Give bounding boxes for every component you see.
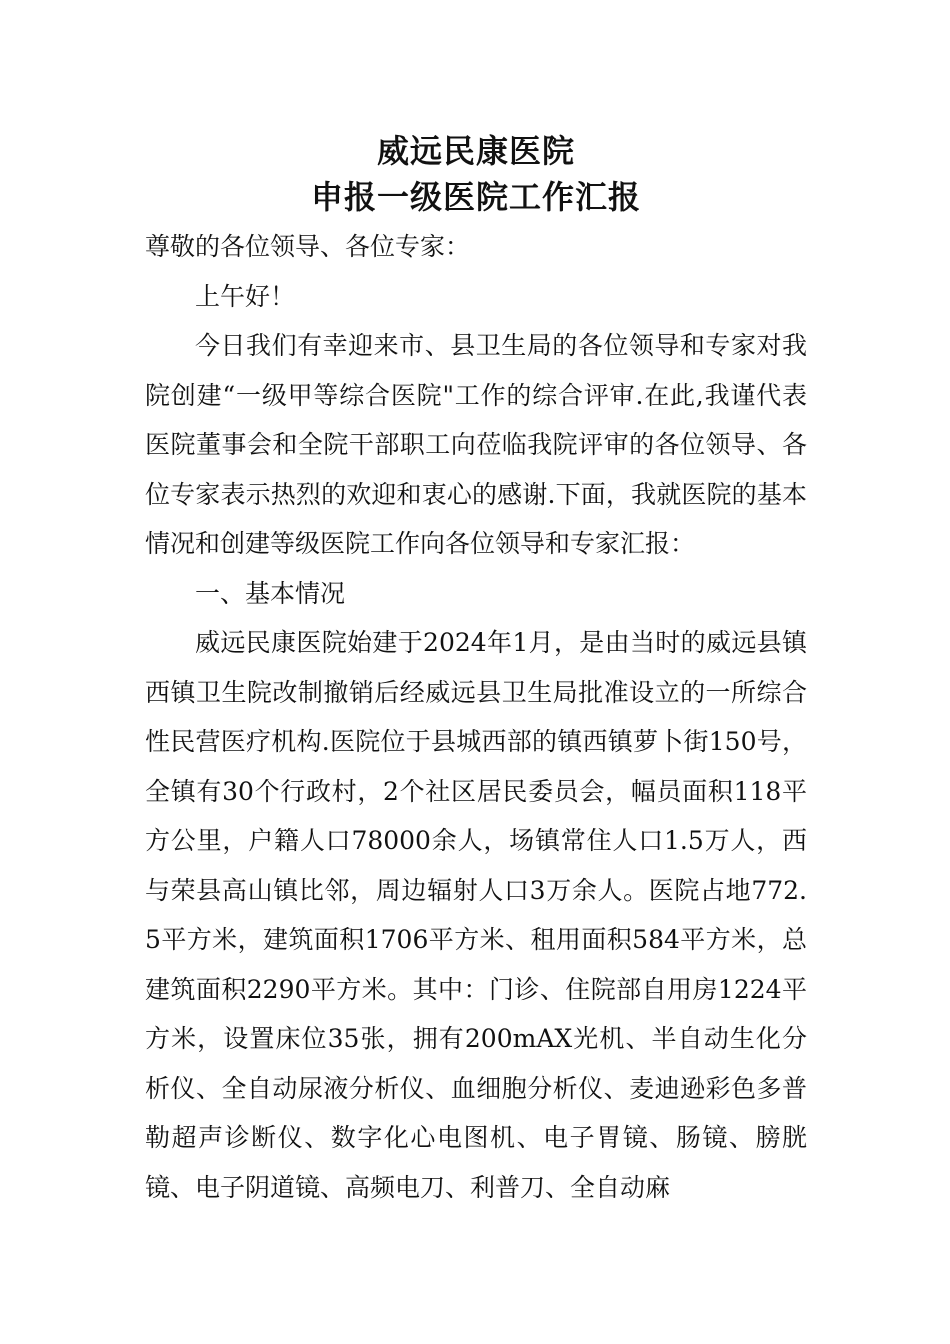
section-heading-basic-info: 一、基本情况 <box>195 578 346 608</box>
document-title-line-2: 申报一级医院工作汇报 <box>310 178 641 216</box>
greeting: 上午好！ <box>195 281 296 311</box>
salutation: 尊敬的各位领导、各位专家： <box>145 232 471 261</box>
document-page <box>145 128 807 1212</box>
basic-info-paragraph: 威远民康医院始建于2024年1月，是由当时的威远县镇西镇卫生院改制撤销后经威远县卫生局批准设立的一所综合性民营医疗机构.医院位于县城西部的镇西镇萝卜街150号，全镇有30个行政村，2个社区居民委员会，幅员面积118平方公里，户籍人口78000余人，场镇常住人口1.5万人，西与荣县高山镇比邻，周边辐射人口3万余人。医院占地772.5平方米，建筑面积1706平方米、租用面积584平方米，总建筑面积2290平方米。其中：门诊、住院部自用房1224平方米，设置床位35张，拥有200mAX光机、半自动生化分析仪、全自动尿液分析仪、血细胞分析仪、麦迪逊彩色多普勒超声诊断仪、数字化心电图机、电子胃镜、肠镜、膀胱镜、电子阴道镜、高频电刀、利普刀、全自动麻 <box>145 628 807 1202</box>
document-title-line-1: 威远民康医院 <box>376 132 575 170</box>
intro-paragraph: 今日我们有幸迎来市、县卫生局的各位领导和专家对我院创建“一级甲等综合医院"工作的综合评审.在此,我谨代表医院董事会和全院干部职工向莅临我院评审的各位领导、各位专家表示热烈的欢迎和衷心的感谢.下面，我就医院的基本情况和创建等级医院工作向各位领导和专家汇报： <box>145 331 807 558</box>
